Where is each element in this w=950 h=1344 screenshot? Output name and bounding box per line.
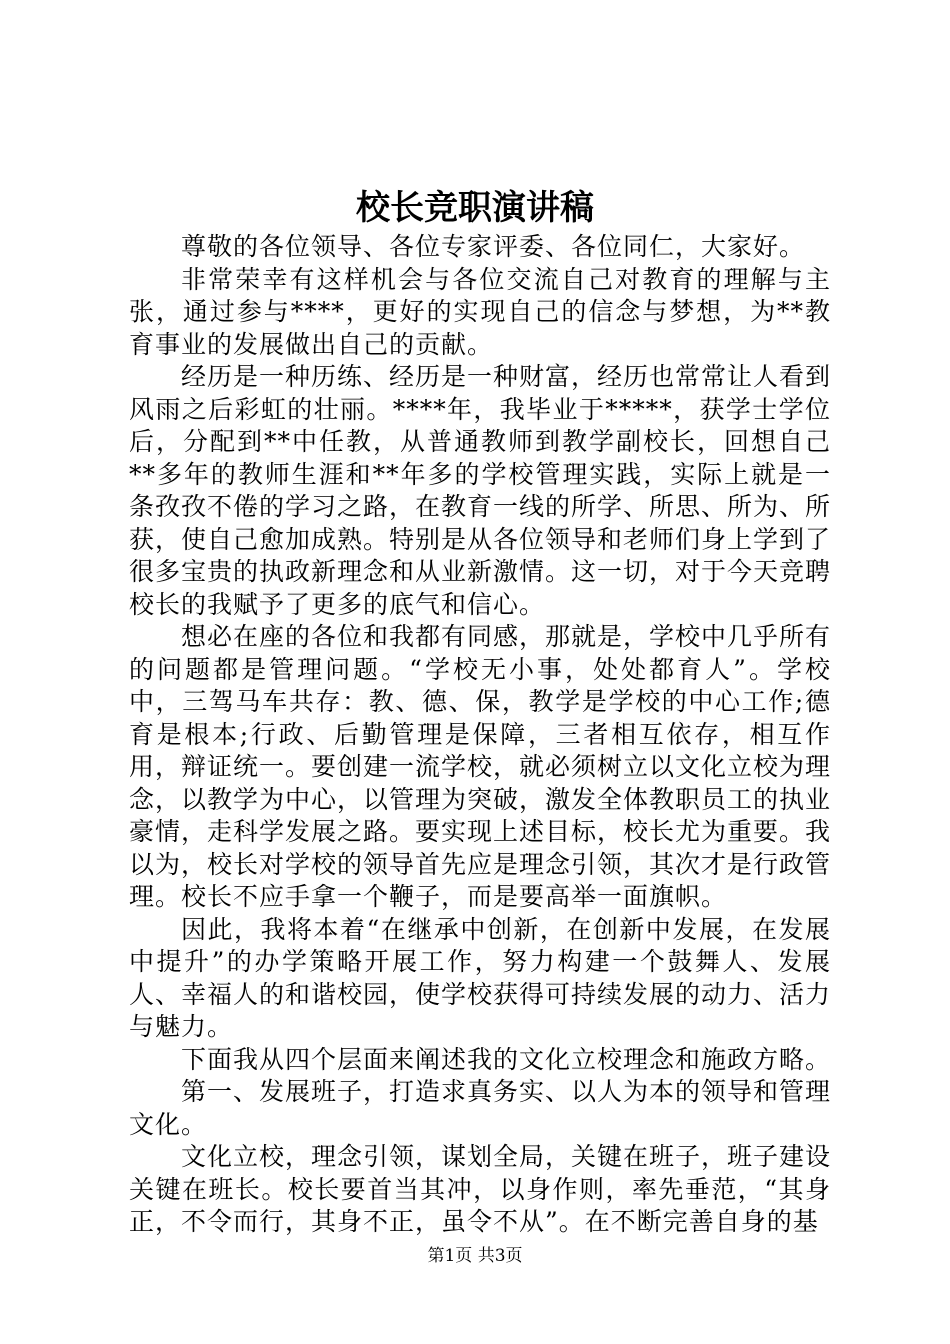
paragraph-management: 想必在座的各位和我都有同感，那就是，学校中几乎所有的问题都是管理问题。“学校无小事，处处都育人”。学校中，三驾马车共存：教、德、保，教学是学校的中心工作;德育是根本;行政、后勤管理是保障，三者相互依存，相互作用，辩证统一。要创建一流学校，就必须树立以文化立校为理念，以教学为中心，以管理为突破，激发全体教职员工的执业豪情，走科学发展之路。要实现上述目标，校长尤为重要。我以为，校长对学校的领导首先应是理念引领，其次才是行政管理。校长不应手拿一个鞭子，而是要高举一面旗帜。 xyxy=(129,622,832,911)
paragraph-leadership: 文化立校，理念引领，谋划全局，关键在班子，班子建设关键在班长。校长要首当其冲，以身作则，率先垂范，“其身正，不令而行，其身不正，虽令不从”。在不断完善自身的基 xyxy=(129,1142,832,1236)
paragraph-experience: 经历是一种历练、经历是一种财富，经历也常常让人看到风雨之后彩虹的壮丽。****年，我毕业于*****，获学士学位后，分配到**中任教，从普通教师到教学副校长，回想自己**多年的教师生涯和**年多的学校管理实践，实际上就是一条孜孜不倦的学习之路，在教育一线的所学、所思、所为、所获，使自己愈加成熟。特别是从各位领导和老师们身上学到了很多宝贵的执政新理念和从业新激情。这一切，对于今天竞聘校长的我赋予了更多的底气和信心。 xyxy=(129,362,832,619)
paragraph-strategy: 因此，我将本着“在继承中创新，在创新中发展，在发展中提升”的办学策略开展工作，努力构建一个鼓舞人、发展人、幸福人的和谐校园，使学校获得可持续发展的动力、活力与魅力。 xyxy=(129,914,832,1041)
document-title: 校长竞职演讲稿 xyxy=(356,188,594,228)
document-body xyxy=(129,231,831,1239)
paragraph-intro: 非常荣幸有这样机会与各位交流自己对教育的理解与主张，通过参与****，更好的实现自己的信念与梦想，为**教育事业的发展做出自己的贡献。 xyxy=(129,264,831,359)
page-footer: 第1页 共3页 xyxy=(427,1246,523,1266)
paragraph-outline: 下面我从四个层面来阐述我的文化立校理念和施政方略。 xyxy=(181,1044,832,1074)
paragraph-greeting: 尊敬的各位领导、各位专家评委、各位同仁，大家好。 xyxy=(181,232,806,261)
paragraph-point-one: 第一、发展班子，打造求真务实、以人为本的领导和管理文化。 xyxy=(129,1077,832,1139)
